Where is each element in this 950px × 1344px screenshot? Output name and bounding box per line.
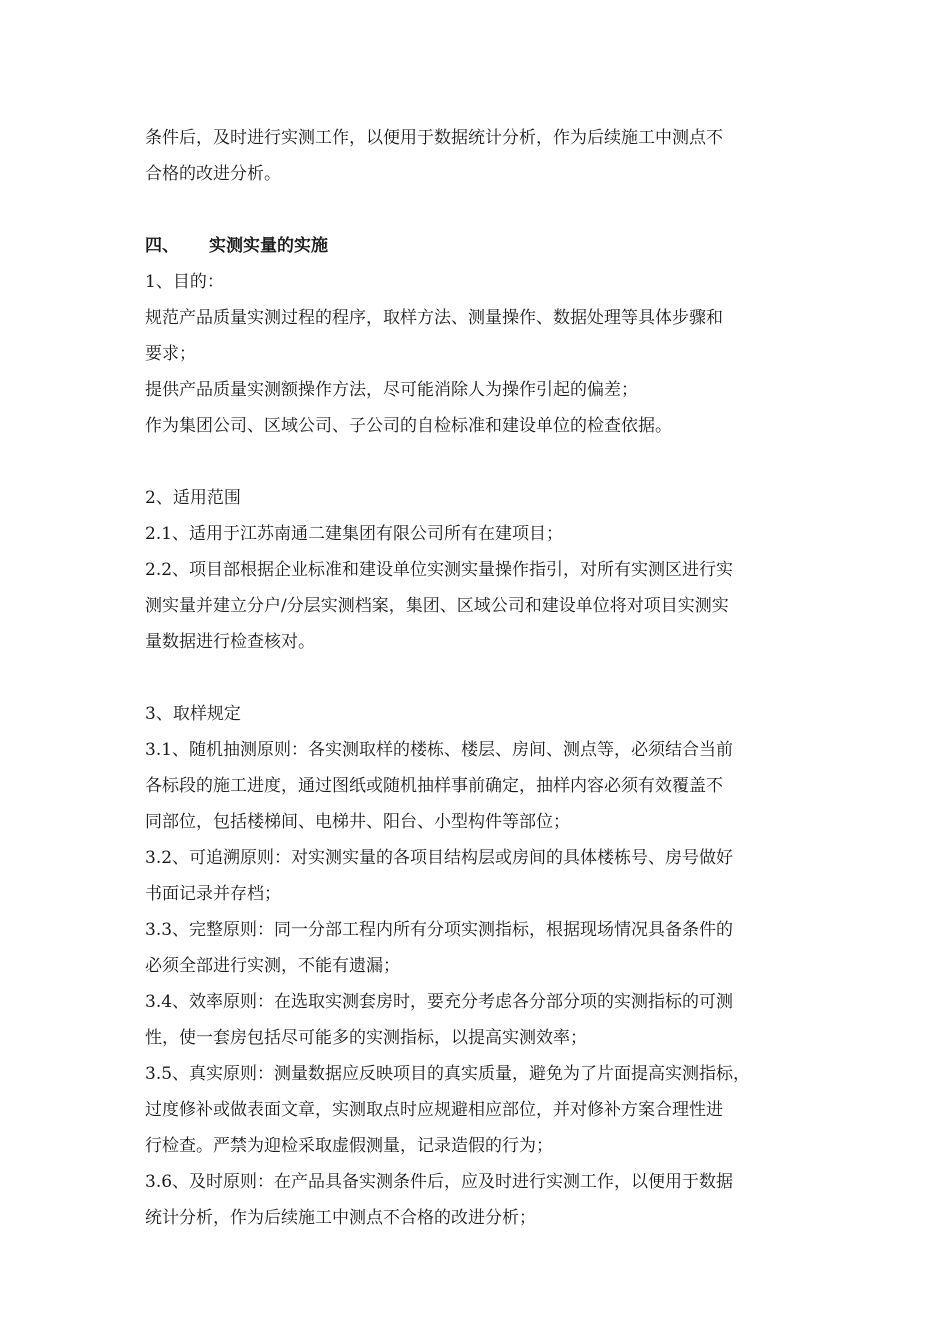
text-line: 2、适用范围 <box>145 488 241 508</box>
text-line: 规范产品质量实测过程的程序，取样方法、测量操作、数据处理等具体步骤和 <box>145 308 723 328</box>
text-line: 性，使一套房包括尽可能多的实测指标，以提高实测效率； <box>145 1028 587 1048</box>
text-line: 过度修补或做表面文章，实测取点时应规避相应部位，并对修补方案合理性进 <box>145 1100 723 1120</box>
text-line: 3.1、随机抽测原则：各实测取样的楼栋、楼层、房间、测点等，必须结合当前 <box>145 740 734 760</box>
section-heading <box>145 228 820 264</box>
document-body <box>145 120 820 1236</box>
text-line: 要求； <box>145 344 196 364</box>
text-line: 3.4、效率原则：在选取实测套房时，要充分考虑各分部分项的实测指标的可测 <box>145 992 734 1012</box>
text-line: 提供产品质量实测额操作方法，尽可能消除人为操作引起的偏差； <box>145 380 638 400</box>
text-line: 同部位，包括楼梯间、电梯井、阳台、小型构件等部位； <box>145 812 570 832</box>
text-line: 3、取样规定 <box>145 704 241 724</box>
text-line: 3.5、真实原则：测量数据应反映项目的真实质量，避免为了片面提高实测指标， <box>145 1064 751 1084</box>
paragraph-spacer <box>145 660 820 696</box>
text-line: 必须全部进行实测，不能有遗漏； <box>145 956 400 976</box>
text-line: 合格的改进分析。 <box>145 164 281 184</box>
paragraph-spacer <box>145 192 820 228</box>
text-line: 1、目的： <box>145 272 224 292</box>
text-line: 作为集团公司、区域公司、子公司的自检标准和建设单位的检查依据。 <box>145 416 672 436</box>
section-number: 四、 <box>145 236 179 256</box>
text-line: 量数据进行检查核对。 <box>145 632 315 652</box>
text-line: 2.1、适用于江苏南通二建集团有限公司所有在建项目； <box>145 524 564 544</box>
text-line: 2.2、项目部根据企业标准和建设单位实测实量操作指引，对所有实测区进行实 <box>145 560 734 580</box>
text-line: 3.3、完整原则：同一分部工程内所有分项实测指标，根据现场情况具备条件的 <box>145 920 734 940</box>
text-line: 各标段的施工进度，通过图纸或随机抽样事前确定，抽样内容必须有效覆盖不 <box>145 776 723 796</box>
text-line: 3.2、可追溯原则：对实测实量的各项目结构层或房间的具体楼栋号、房号做好 <box>145 848 734 868</box>
text-line: 统计分析，作为后续施工中测点不合格的改进分析； <box>145 1208 536 1228</box>
text-line: 条件后，及时进行实测工作，以便用于数据统计分析，作为后续施工中测点不 <box>145 128 723 148</box>
text-line: 测实量并建立分户/分层实测档案，集团、区域公司和建设单位将对项目实测实 <box>145 596 729 616</box>
section-title: 实测实量的实施 <box>209 236 328 256</box>
text-line: 3.6、及时原则：在产品具备实测条件后，应及时进行实测工作，以便用于数据 <box>145 1172 734 1192</box>
text-line: 书面记录并存档； <box>145 884 281 904</box>
paragraph-spacer <box>145 444 820 480</box>
text-line: 行检查。严禁为迎检采取虚假测量，记录造假的行为； <box>145 1136 553 1156</box>
